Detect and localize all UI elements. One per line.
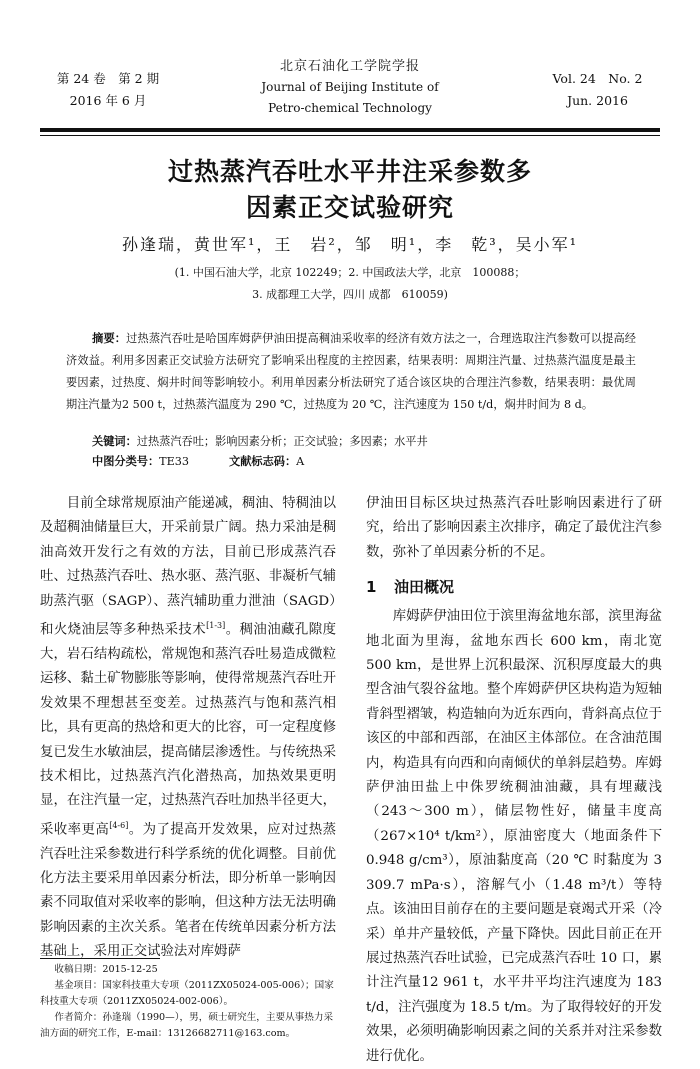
- section-number: 1: [366, 578, 377, 597]
- oilfield-paragraph: 库姆萨伊油田位于滨里海盆地东部，滨里海盆地北面为里海，盆地东西长 600 km，南北宽 500 km，是世界上沉积最深、沉积厚度最大的典型含油气裂谷盆地。整个库姆萨伊区块构造为短轴背斜型褶皱，构造轴向为近东西向，背斜高点位于该区的中部和西部，在油区主体部位。在含油范围内，构造具有向西和向南倾伏的单斜层趋势。库姆萨伊油田盐上中侏罗统稠油油藏，具有埋藏浅（243～300 m），储层物性好，储量丰度高（267×10⁴ t/km²），原油密度大（地面条件下 0.948 g/cm³），原油黏度高（20 ℃ 时黏度为 3 309.7 mPa·s），溶解气小（1.48 m³/t）等特点。该油田目前存在的主要问题是衰竭式开采（冷采）单井产量较低，产量下降快。因此目前正在开展过热蒸汽吞吐试验，已完成蒸汽吞吐 10 口，累计注汽量12 961 t，水平井平均注汽速度为 183 t/d，注汽强度为 18.5 t/m。为了取得较好的开发效果，必须明确影响因素之间的关系并对注采参数进行优化。: [366, 609, 662, 1064]
- abstract-text: 过热蒸汽吞吐是哈国库姆萨伊油田提高稠油采收率的经济有效方法之一，合理选取注汽参数可以提高经济效益。利用多因素正交试验方法研究了影响采出程度的主控因素，结果表明：周期注汽量、过热蒸汽温度是最主要因素，过热度、焖井时间等影响较小。利用单因素分析法研究了适合该区块的合理注汽参数，结果表明：最优周期注汽量为2 500 t，过热蒸汽温度为 290 ℃，过热度为 20 ℃，注汽速度为 150 t/d，焖井时间为 8 d。: [66, 332, 636, 411]
- citation-1-3: [1-3]: [206, 621, 226, 631]
- journal-name-en-1: Journal of Beijing Institute of: [261, 80, 439, 94]
- fund-info: 基金项目：国家科技重大专项（2011ZX05024-005-006）；国家科技重大专项（2011ZX05024-002-006）。: [40, 980, 334, 1007]
- journal-name-cn: 北京石油化工学院学报: [279, 59, 420, 74]
- date-en: Jun. 2016: [567, 93, 628, 108]
- author-bio: 作者简介：孙逢瑞（1990—），男，硕士研究生，主要从事热力采油方面的研究工作，E-mail：13126682711@163.com。: [40, 1012, 334, 1039]
- section-heading: [366, 575, 662, 599]
- header-rule-thick: [40, 128, 660, 132]
- keywords-text: 过热蒸汽吞吐；影响因素分析；正交试验；多因素；水平井: [136, 435, 428, 448]
- classification: [92, 452, 642, 472]
- affiliation-line-1: (1. 中国石油大学，北京 102249；2. 中国政法大学，北京 100088；: [174, 266, 526, 279]
- date-cn: 2016 年 6 月: [69, 93, 147, 108]
- author-list: 孙逢瑞，黄世军¹，王 岩²，邹 明¹，李 乾³，吴小军¹: [121, 235, 579, 254]
- intro-continuation: 伊油田目标区块过热蒸汽吞吐影响因素进行了研究，给出了影响因素主次排序，确定了最优注汽参数，弥补了单因素分析的不足。: [366, 496, 662, 560]
- header-left: [48, 68, 168, 112]
- keywords: [92, 432, 642, 452]
- title-line-2: 因素正交试验研究: [245, 193, 454, 222]
- footnote: [40, 962, 336, 1042]
- affiliation-line-2: 3. 成都理工大学，四川 成都 610059): [252, 288, 448, 301]
- header-center: [230, 56, 470, 119]
- abstract-label: 摘要：: [92, 332, 127, 345]
- header-right: [540, 68, 655, 112]
- footnote-rule: [40, 958, 160, 959]
- journal-name-en-2: Petro-chemical Technology: [268, 101, 432, 115]
- section-title: 油田概况: [394, 578, 455, 597]
- header-rule-thin: [40, 135, 660, 136]
- doc-code-label: 文献标志码：: [229, 455, 297, 468]
- abstract: [66, 328, 636, 416]
- clc-label: 中图分类号：: [92, 455, 160, 468]
- body-column-right: [366, 492, 662, 1069]
- volume-issue-en: Vol. 24 No. 2: [552, 71, 643, 86]
- clc-value: TE33: [159, 455, 190, 468]
- keywords-label: 关键词：: [92, 435, 137, 448]
- intro-paragraph: 目前全球常规原油产能递减，稠油、特稠油以及超稠油储量巨大，开采前景广阔。热力采油是稠油高效开发行之有效的方法，目前已形成蒸汽吞吐、过热蒸汽吞吐、热水驱、蒸汽驱、非凝析气辅助蒸汽驱（SAGP）、蒸汽辅助重力泄油（SAGD）和火烧油层等多种热采技术[1-3]。稠油油藏孔隙度大，岩石结构疏松，常规饱和蒸汽吞吐易造成微粒运移、黏土矿物膨胀等影响，使得常规蒸汽吞吐开发效果不理想甚至变差。过热蒸汽与饱和蒸汽相比，具有更高的热焓和更大的比容，可一定程度修复已发生水敏油层，提高储层渗透性。与传统热采技术相比，过热蒸汽汽化潜热高，加热效果更明显，在注汽量一定，过热蒸汽吞吐加热半径更大，采收率更高[4-6]。为了提高开发效果，应对过热蒸汽吞吐注采参数进行科学系统的优化调整。目前优化方法主要采用单因素分析法，即分析单一影响因素不同取值对采收率的影响，但这种方法无法明确影响因素的主次关系。笔者在传统单因素分析方法基础上，采用正交试验法对库姆萨: [40, 496, 336, 960]
- received-date: 收稿日期：2015-12-25: [54, 964, 158, 975]
- title-line-1: 过热蒸汽吞吐水平井注采参数多: [167, 157, 532, 186]
- doc-code-value: A: [296, 455, 305, 468]
- affiliations: [40, 262, 660, 306]
- volume-issue-cn: 第 24 卷 第 2 期: [56, 71, 160, 86]
- paper-title: [40, 154, 660, 226]
- citation-4-6: [4-6]: [109, 820, 129, 830]
- body-column-left: [40, 492, 336, 965]
